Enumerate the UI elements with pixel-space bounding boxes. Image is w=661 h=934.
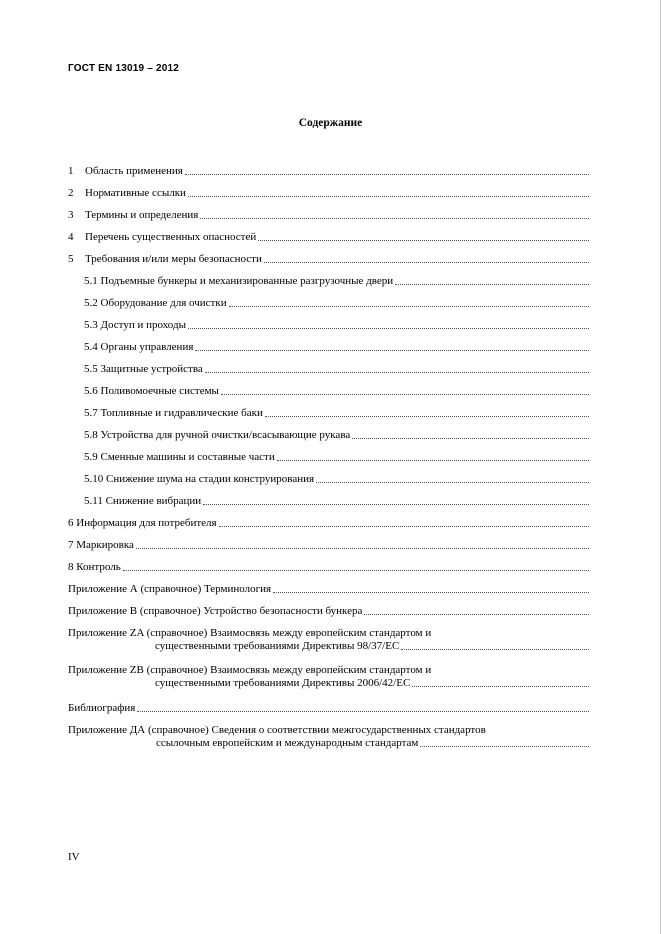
toc-entry-label: 5.8 Устройства для ручной очистки/всасывающие рукава: [84, 429, 351, 441]
toc-entry-number: 2: [68, 187, 74, 199]
leader-dots: [188, 327, 589, 329]
leader-dots: [258, 239, 589, 241]
leader-dots: [136, 547, 589, 549]
leader-dots: [137, 710, 589, 712]
toc-entry-label: Приложение ДА (справочное) Сведения о соответствии межгосударственных стандартов: [68, 724, 486, 736]
toc-entry[interactable]: [68, 209, 589, 222]
toc-entry-label: 7 Маркировка: [68, 539, 134, 551]
toc-entry-label: 5.4 Органы управления: [84, 341, 194, 353]
leader-dots: [412, 685, 589, 687]
document-header: ГОСТ EN 13019 – 2012: [68, 63, 180, 74]
leader-dots: [205, 371, 589, 373]
toc-entry[interactable]: [68, 561, 589, 574]
toc-entry[interactable]: [68, 165, 589, 178]
toc-subentry[interactable]: [84, 451, 589, 464]
toc-entry-label: 5.2 Оборудование для очистки: [84, 297, 227, 309]
toc-entry-label: 8 Контроль: [68, 561, 121, 573]
toc-title: Содержание: [298, 117, 363, 129]
page-number: IV: [68, 851, 80, 863]
toc-entry-label: 5.10 Снижение шума на стадии конструирования: [84, 473, 315, 485]
toc-subentry[interactable]: [84, 275, 589, 288]
leader-dots: [219, 525, 589, 527]
toc-entry-number: 5: [68, 253, 74, 265]
leader-dots: [273, 591, 589, 593]
toc-subentry[interactable]: [84, 495, 589, 508]
leader-dots: [229, 305, 589, 307]
leader-dots: [200, 217, 589, 219]
leader-dots: [203, 503, 589, 505]
toc-entry-number: 1: [68, 165, 74, 177]
toc-entry-label: 5.5 Защитные устройства: [84, 363, 203, 375]
leader-dots: [352, 437, 589, 439]
toc-entry-label: Нормативные ссылки: [85, 187, 186, 199]
toc-entry-label-continued: существенными требованиями Директивы 2006/42/ЕС: [155, 677, 411, 689]
toc-entry-label: 5.1 Подъемные бункеры и механизированные разгрузочные двери: [84, 275, 394, 287]
toc-entry-label: 5.6 Поливомоечные системы: [84, 385, 219, 397]
toc-entry[interactable]: [68, 583, 589, 596]
toc-entry[interactable]: [68, 605, 589, 618]
toc-subentry[interactable]: [84, 297, 589, 310]
leader-dots: [277, 459, 589, 461]
leader-dots: [264, 261, 589, 263]
leader-dots: [401, 648, 589, 650]
toc-entry-label: Термины и определения: [85, 209, 199, 221]
toc-entry-label: 6 Информация для потребителя: [68, 517, 217, 529]
toc-entry-label: Область применения: [85, 165, 183, 177]
toc-entry[interactable]: [68, 517, 589, 530]
toc-entry[interactable]: [68, 724, 589, 750]
toc-entry[interactable]: [68, 702, 589, 715]
toc-entry-label: Требования и/или меры безопасности: [85, 253, 262, 265]
toc-subentry[interactable]: [84, 473, 589, 486]
toc-entry-number: 4: [68, 231, 74, 243]
toc-subentry[interactable]: [84, 319, 589, 332]
toc-subentry[interactable]: [84, 385, 589, 398]
leader-dots: [195, 349, 589, 351]
toc-entry-label: 5.3 Доступ и проходы: [84, 319, 186, 331]
toc-entry-label-continued: существенными требованиями Директивы 98/37/ЕС: [155, 640, 400, 652]
toc-entry-number: 3: [68, 209, 74, 221]
leader-dots: [221, 393, 589, 395]
toc-entry-label: Библиография: [68, 702, 136, 714]
leader-dots: [123, 569, 589, 571]
leader-dots: [265, 415, 589, 417]
toc-entry[interactable]: [68, 231, 589, 244]
leader-dots: [188, 195, 589, 197]
toc-entry-label: 5.11 Снижение вибрации: [84, 495, 202, 507]
leader-dots: [420, 745, 589, 747]
toc-subentry[interactable]: [84, 429, 589, 442]
leader-dots: [364, 613, 589, 615]
toc-entry-label: Приложение ZB (справочное) Взаимосвязь между европейским стандартом и: [68, 664, 432, 676]
toc-entry-label: 5.9 Сменные машины и составные части: [84, 451, 275, 463]
toc-entry-label: Приложение ZA (справочное) Взаимосвязь между европейским стандартом и: [68, 627, 432, 639]
toc-entry-label: Приложение В (справочное) Устройство безопасности бункера: [68, 605, 363, 617]
toc-entry[interactable]: [68, 253, 589, 266]
toc-subentry[interactable]: [84, 363, 589, 376]
toc-entry[interactable]: [68, 187, 589, 200]
toc-subentry[interactable]: [84, 407, 589, 420]
toc-entry[interactable]: [68, 539, 589, 552]
leader-dots: [316, 481, 589, 483]
toc-entry[interactable]: [68, 627, 589, 653]
toc-entry-label: Приложение А (справочное) Терминология: [68, 583, 272, 595]
toc-entry-label: 5.7 Топливные и гидравлические баки: [84, 407, 263, 419]
toc-entry[interactable]: [68, 664, 589, 690]
toc-subentry[interactable]: [84, 341, 589, 354]
toc-entry-label-continued: ссылочным европейским и международным стандартам: [156, 737, 419, 749]
toc-entry-label: Перечень существенных опасностей: [85, 231, 257, 243]
leader-dots: [395, 283, 589, 285]
leader-dots: [185, 173, 589, 175]
